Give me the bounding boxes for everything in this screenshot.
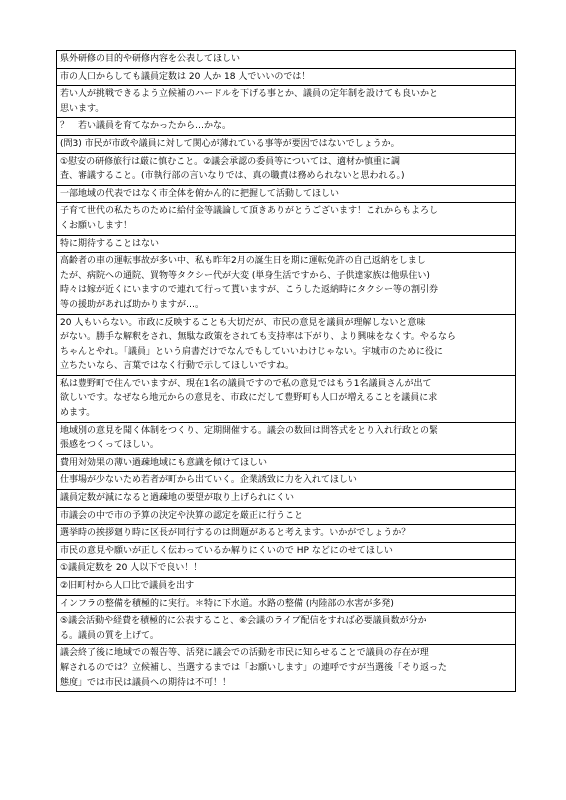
comment-cell [57, 560, 516, 578]
comment-line: ちゃんとやれ。「議員」という肩書だけでなんでもしていいわけじゃない。宇城市のために役に [60, 346, 444, 357]
comment-row [57, 490, 516, 508]
comment-line: 県外研修の目的や研修内容を公表してほしい [60, 54, 241, 64]
comment-line: インフラの整備を積極的に実行。＊特に下水道。水路の整備 (内陸部の水害が多発) [60, 598, 394, 609]
comment-cell [57, 422, 516, 454]
comments-table [56, 50, 516, 692]
comment-line: 解されるのでは？立候補し、当選するまでは「お願いします」の連呼ですが当選後「そり返った [60, 662, 448, 673]
comment-line: (問3) 市民が市政や議員に対して関心が薄れている事等が要因ではないでしょうか。 [60, 138, 400, 149]
comment-line: 張感をつくってほしい。 [60, 440, 159, 451]
comment-row [57, 375, 516, 422]
comment-line: 立ちたいなら、言葉ではなく行動で示してほしいですね。 [60, 361, 295, 372]
comment-row [57, 86, 516, 118]
comment-cell [57, 645, 516, 692]
comment-cell [57, 314, 516, 375]
comment-cell [57, 454, 516, 472]
comment-row [57, 235, 516, 253]
comment-row [57, 203, 516, 235]
comment-cell [57, 578, 516, 596]
comment-row [57, 560, 516, 578]
comment-line: 私は豊野町で住んでいますが、現在1名の議員ですので私の意見ではもう1名議員さんが出て [60, 378, 432, 389]
comment-line: 態度」では市民は議員への期待は不可！！ [60, 677, 232, 688]
comment-cell [57, 51, 516, 69]
comment-cell [57, 525, 516, 543]
comment-line: 費用対効果の薄い過疎地域にも意識を傾けてほしい [60, 457, 268, 468]
comment-line: 市の人口からしても議員定数は 20 人か 18 人でいいのでは！ [60, 71, 311, 82]
comment-row [57, 422, 516, 454]
comment-row [57, 578, 516, 596]
comment-cell [57, 203, 516, 235]
comment-line: がない。勝手な解釈をされ、無駄な政策をされても支持率は下がり、より興味をなくす。やるなら [60, 332, 456, 343]
comment-cell [57, 490, 516, 508]
comment-cell [57, 375, 516, 422]
comment-cell [57, 507, 516, 525]
comment-line: 市議会の中で市の予算の決定や決算の認定を厳正に行うこと [60, 510, 304, 521]
comment-line: 20 人もいらない。市政に反映することも大切だが、市民の意見を議員が理解しないと意味 [60, 317, 426, 328]
comment-row [57, 542, 516, 560]
comment-row [57, 454, 516, 472]
comment-row [57, 645, 516, 692]
comment-line: 地域別の意見を聞く体制をつくり、定期開催する。議会の数回は問答式をとり入れ行政との緊 [60, 425, 439, 436]
comment-line: 一部地域の代表ではなく市全体を俯かん的に把握して活動してほしい [60, 188, 340, 199]
comment-line: たが、病院への通院、買物等タクシー代が大変 (単身生活ですから、子供達家族は他県住い) [60, 270, 430, 281]
comment-line: 若い人が挑戦できるよう立候補のハードルを下げる事とか、議員の定年制を設けても良いかと [60, 89, 439, 100]
comment-cell [57, 235, 516, 253]
comment-cell [57, 86, 516, 118]
comment-line: 仕事場が少ないため若者が町から出ていく。企業誘致に力を入れてほしい [60, 475, 357, 486]
comment-line: ①議員定数を 20 人以下で良い！！ [60, 563, 203, 574]
comment-cell [57, 185, 516, 203]
comment-line: 高齢者の車の運転事故が多い中、私も昨年2月の誕生日を期に運転免許の自己返納をしまし [60, 256, 426, 267]
comment-line: 思います。 [60, 103, 105, 114]
comment-cell [57, 472, 516, 490]
comment-line: ⑤議会活動や経費を積極的に公表すること、⑥会議のライブ配信をすれば必要議員数が分か [60, 616, 427, 627]
comment-line: 議員定数が減になると過疎地の要望が取り上げられにくい [60, 493, 295, 504]
comment-cell [57, 153, 516, 185]
comment-row [57, 135, 516, 153]
comment-line: 時々は嫁が近くにいますので連れて行って貰いますが、こうした返納時にタクシー等の割引券 [60, 285, 439, 296]
comment-cell [57, 68, 516, 86]
comment-line: ？ 若い議員を育てなかったから…かな。 [60, 121, 232, 132]
comment-cell [57, 542, 516, 560]
comment-line: 査、審議すること。(市執行部の言いなりでは、真の職責は務められないと思われる。) [60, 171, 405, 182]
comment-line: 選挙時の挨拶廻り時に区長が同行するのは問題があると考えます。いかがでしょうか？ [60, 528, 411, 539]
comment-line: る。議員の質を上げて。 [60, 630, 159, 641]
comment-row [57, 118, 516, 136]
comment-line: 子育て世代の私たちのために給付金等議論して頂きありがとうございます！これからもよろし [60, 206, 439, 217]
comments-body [57, 51, 516, 692]
comment-line: ②旧町村から人口比で議員を出す [60, 581, 195, 591]
comment-line: 議会終了後に地域での報告等、活発に議会での活動を市民に知らせることで議員の存在が理 [60, 648, 429, 659]
comment-cell [57, 135, 516, 153]
comment-line: 市民の意見や願いが正しく伝わっているか解りにくいので HP などにのせてほしい [60, 545, 393, 556]
comment-row [57, 472, 516, 490]
comment-line: 特に期待することはない [60, 238, 160, 249]
comment-line: ①慰安の研修旅行は厳に慎むこと。②議会承認の委員等については、適材か慎重に調 [60, 156, 400, 167]
comment-line: 欲しいです。なぜなら地元からの意見を、市政にだして豊野町も人口が増えることを議員に求 [60, 393, 438, 404]
comment-row [57, 253, 516, 314]
comment-row [57, 507, 516, 525]
comment-row [57, 613, 516, 645]
comment-line: 等の援助があれば助かりますが…。 [60, 299, 205, 310]
comment-line: くお願いします！ [60, 220, 133, 231]
comment-row [57, 595, 516, 613]
comment-row [57, 153, 516, 185]
comment-row [57, 185, 516, 203]
comment-row [57, 51, 516, 69]
comment-line: めます。 [60, 408, 96, 419]
comment-row [57, 314, 516, 375]
comment-cell [57, 253, 516, 314]
comment-row [57, 68, 516, 86]
comment-cell [57, 595, 516, 613]
comment-row [57, 525, 516, 543]
comment-cell [57, 118, 516, 136]
comment-cell [57, 613, 516, 645]
